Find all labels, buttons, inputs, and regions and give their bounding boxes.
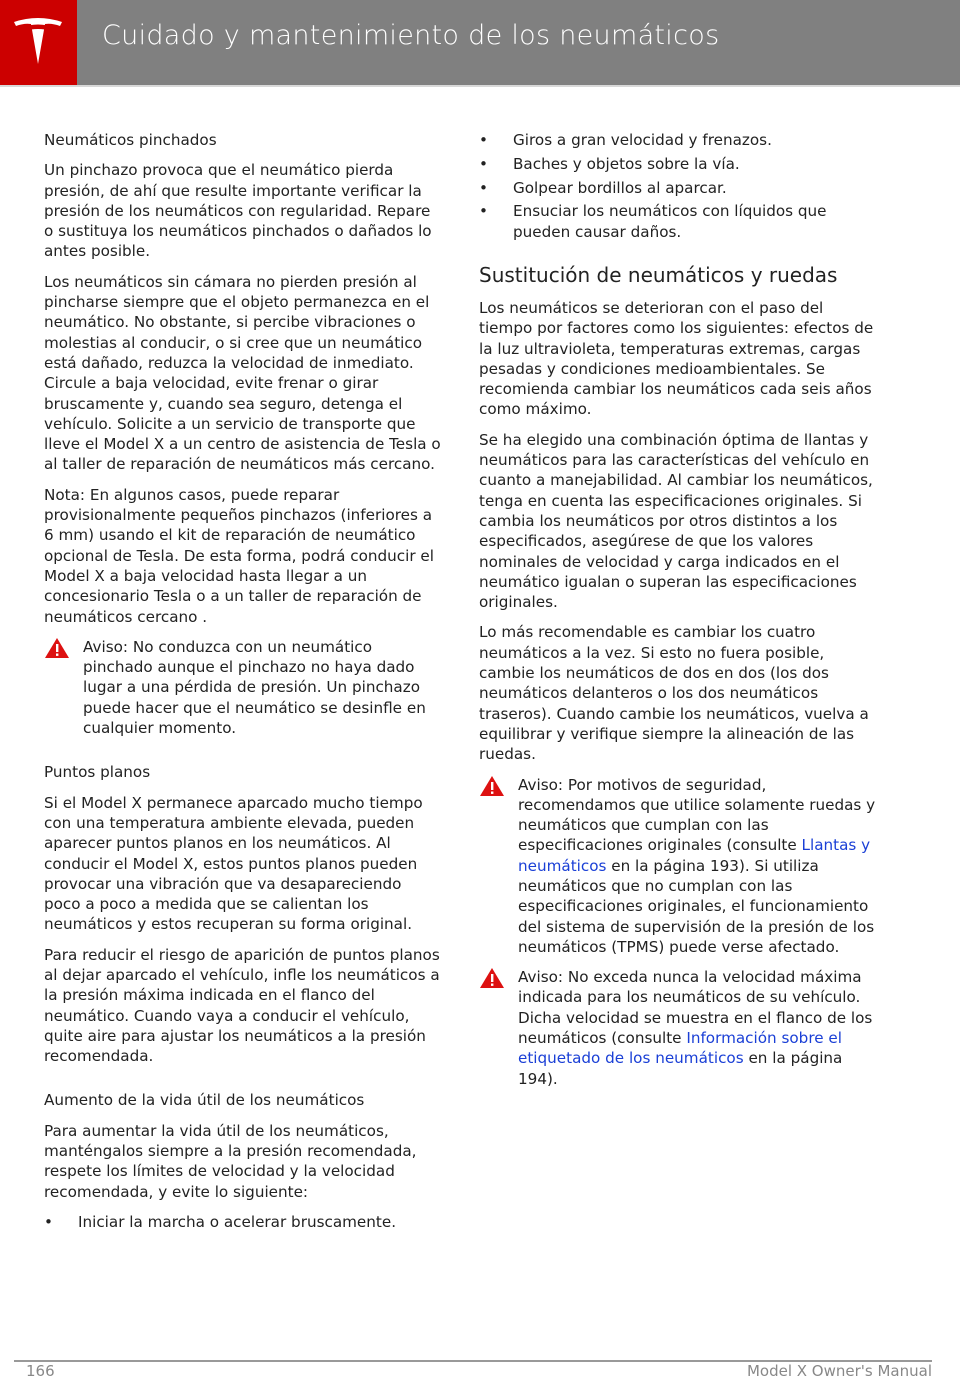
manual-title: Model X Owner's Manual bbox=[746, 1362, 932, 1380]
warning-icon bbox=[479, 967, 505, 989]
link-llantas-neumaticos[interactable]: Llantas y neumáticos bbox=[518, 836, 871, 875]
bullet-list bbox=[479, 130, 879, 242]
paragraph: Los neumáticos sin cámara no pierden presión al pincharse siempre que el objeto permanezca en el neumático. No obstante, si percibe vibraciones o molestias al conducir, o si cree que un neumático está dañado, reduzca la velocidad de inmediato. Circule a baja velocidad, evite frenar o girar bruscamente y, cuando sea seguro, detenga el vehículo. Solicite a un servicio de transporte que lleve el Model X a un centro de asistencia de Tesla o al taller de reparación de neumáticos más cercano. bbox=[44, 272, 441, 474]
section-heading: Neumáticos pinchados bbox=[44, 131, 217, 149]
list-item: • Ensuciar los neumáticos con líquidos que pueden causar daños. bbox=[479, 202, 827, 241]
paragraph: Para aumentar la vida útil de los neumáticos, manténgalos siempre a la presión recomendada, respete los límites de velocidad y la velocidad recomendada, y evite lo siguiente: bbox=[44, 1121, 417, 1201]
section-heading: Sustitución de neumáticos y ruedas bbox=[479, 262, 838, 287]
page-title: Cuidado y mantenimiento de los neumáticos bbox=[102, 20, 720, 51]
list-item: • Baches y objetos sobre la vía. bbox=[479, 154, 740, 173]
paragraph: Los neumáticos se deterioran con el paso del tiempo por factores como los siguientes: efectos de la luz ultravioleta, temperaturas extremas, cargas pesadas y condiciones medioambientales. Se recomienda cambiar los neumáticos cada seis años como máximo. bbox=[479, 298, 874, 419]
paragraph: Un pinchazo provoca que el neumático pierda presión, de ahí que resulte importante verificar la presión de los neumáticos con regularidad. Repare o sustituya los neumáticos pinchados o dañados lo antes posible. bbox=[44, 161, 432, 261]
left-column bbox=[44, 130, 442, 1242]
note: Nota: En algunos casos, puede reparar provisionalmente pequeños pinchazos (inferiores a 6 mm) usando el kit de reparación de neumático opcional de Tesla. De esta forma, podrá conducir el Model X a baja velocidad hasta llegar a un concesionario Tesla o a un taller de reparación de neumáticos cercano . bbox=[44, 485, 434, 626]
link-etiquetado-neumaticos[interactable]: Información sobre el etiquetado de los neumáticos bbox=[518, 1029, 842, 1068]
page-header bbox=[0, 0, 960, 87]
page-number: 166 bbox=[26, 1362, 55, 1380]
paragraph: Se ha elegido una combinación óptima de llantas y neumáticos para las características del vehículo en cuanto a manejabilidad. Al cambiar los neumáticos, tenga en cuenta las especificaciones originales. Si cambia los neumáticos por otros distintos a los especificados, asegúrese de que los valores nominales de velocidad y carga indicados en el neumático igualan o superan las especificaciones originales. bbox=[479, 430, 873, 612]
bullet-list bbox=[44, 1212, 442, 1232]
warning: Aviso: Por motivos de seguridad, recomendamos que utilice solamente ruedas y neumáticos que cumplan con las especificaciones originales (consulte Llantas y neumáticos en la página 193). Si utiliza neumáticos que no cumplan con las especificaciones originales, el funcionamiento del sistema de supervisión de la presión de los neumáticos (TPMS) puede verse afectado. bbox=[479, 775, 879, 958]
right-column bbox=[479, 130, 879, 1099]
paragraph: Para reducir el riesgo de aparición de puntos planos al dejar aparcado el vehículo, infle los neumáticos a la presión máxima indicada en el flanco del neumático. Cuando vaya a conducir el vehículo, quite aire para ajustar los neumáticos a la presión recomendada. bbox=[44, 945, 440, 1066]
tesla-logo bbox=[0, 0, 77, 85]
paragraph: Lo más recomendable es cambiar los cuatro neumáticos a la vez. Si esto no fuera posible, cambie los neumáticos de dos en dos (los dos neumáticos delanteros o los dos neumáticos traseros). Cuando cambie los neumáticos, vuelva a equilibrar y verifique siempre la alineación de las ruedas. bbox=[479, 623, 869, 764]
section-heading: Puntos planos bbox=[44, 763, 151, 782]
warning-icon bbox=[479, 775, 505, 797]
list-item: • Golpear bordillos al aparcar. bbox=[479, 178, 727, 197]
warning-icon bbox=[44, 637, 70, 659]
warning: Aviso: No exceda nunca la velocidad máxima indicada para los neumáticos de su vehículo. Dicha velocidad se muestra en el flanco de los neumáticos (consulte Información sobre el etiquetado de los neumáticos en la página 194). bbox=[479, 967, 879, 1089]
list-item: • Giros a gran velocidad y frenazos. bbox=[479, 131, 772, 149]
section-heading: Aumento de la vida útil de los neumáticos bbox=[44, 1091, 365, 1110]
warning-text: Aviso: No conduzca con un neumático pinchado aunque el pinchazo no haya dado lugar a una pérdida de presión. Un pinchazo puede hacer que el neumático se desinfle en cualquier momento. bbox=[83, 637, 426, 738]
list-item: • Iniciar la marcha o acelerar bruscamente. bbox=[44, 1212, 397, 1231]
warning bbox=[44, 637, 442, 738]
paragraph: Si el Model X permanece aparcado mucho tiempo con una temperatura ambiente elevada, pueden aparecer puntos planos en los neumáticos. Al conducir el Model X, estos puntos planos pueden provocar una vibración que va desapareciendo poco a poco a medida que se calientan los neumáticos y estos recuperan su forma original. bbox=[44, 793, 423, 934]
